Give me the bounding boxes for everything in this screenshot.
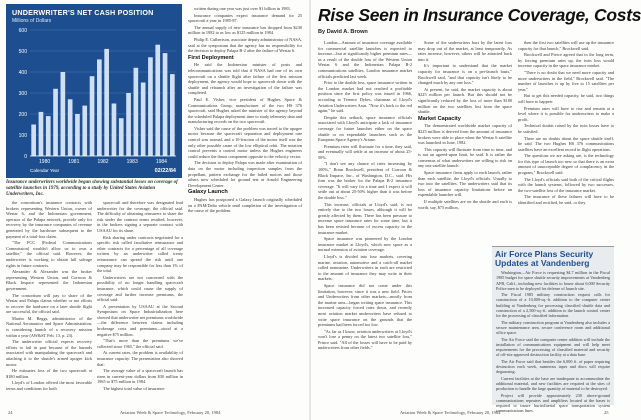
paragraph: Technical doubts raised by the twin losses have to be satisfied. [518, 123, 614, 134]
paragraph: But to get this needed capacity, he said, two things will have to happen: [518, 93, 614, 104]
chart-plot [6, 4, 182, 178]
right-column-2-lower [418, 246, 488, 406]
x-tick-label: 1980 [39, 159, 51, 165]
paragraph: Current facilities at the base are inadequate to accommodate the additional material, and new facilities are required at the sites of production to handle the large quantity of material to be destroyed. [496, 375, 610, 392]
bar [170, 74, 175, 156]
caption-text: Insurance underwriters worldwide began showing substantial losses on coverage of satellite launches in 1979, according to a study by United States Aviation Underwriters, Inc. [6, 180, 178, 197]
paragraph: The highest total value of insurance [103, 386, 165, 391]
left-column-2 [97, 200, 183, 406]
paragraph: The annual supply of new insurance has dropped from $230 million in 1982 to as low as $125 million in 1984. [188, 24, 302, 36]
paragraph: London—Amount of insurance coverage available for commercial satellite launches is expected to increase—but at significantly higher premium rates—as a result of the double loss of the Western Union Westar 6 and the Indonesian Palapa B-2 communications satellites, London insurance market officials predicted last week. [318, 40, 412, 79]
bar [75, 114, 80, 156]
paragraph: "I don't see any chance of rates increasing by 100%," Brian Brockwell, president of Corroon & Black Inspace, Inc., of Washington, D.C., said. His firm was the broker for the Palapa B-2 insurance coverage. "It will vary for a time and I expect it will settle out at about 25-50% higher than it was before the double loss." [318, 161, 412, 201]
paragraph: Lloyd's is divided into four markets, covering marine, aviation, automotive and a catch-all market called nonmarine. Underwriters in each are restricted to the amount of insurance they may write in their markets. [318, 253, 412, 282]
paragraph: The average value of a spacecraft launch has risen in current-year dollars from $30 million in 1965 to $75 million in 1984. [97, 368, 183, 385]
paragraph: Visher said the cause of the problem was traced to the apogee motor because the spacecraft separation and deployment rate control was normal, and a 10-fraction of the motor itself was the only other possible cause of the low elliptical orbit. The notation control prevents a control motor unless the Hughes engineers could reduce the thrust component opposite to the velocity vector. [188, 125, 302, 159]
paragraph: The demonstrated worldwide market capacity of $225 million is derived from the amount of insurance brokers were able to place when the Westar 6 satellite was launched in June, 1982. [418, 123, 512, 146]
paragraph: The decision to deploy Palapa was made after examination of data on the motor including inspection samples from the propellant, pattern exchange for the failed motors and those others now scheduled for ground test at Arnold Engineering Development Center. [188, 160, 302, 188]
bar [61, 72, 66, 156]
bar [155, 45, 160, 156]
bar [31, 125, 36, 157]
paragraph: A presentation by USAAU at the Second Symposium on Space Industrialization here showed that underwriter net premiums worldwide—the difference between claims including brokerage costs and premiums—stood at a negative $75 million. [97, 303, 183, 337]
x-tick-label: 1981 [68, 159, 80, 165]
y-tick-label: 600 [18, 28, 27, 34]
paragraph: At current rates, the problem is availability of insurance capacity. The presentation also showed that: [97, 350, 183, 367]
paragraph: The Air Force said the computer center addition will include the installation of communications equipment and will help meet requirements for the processing of classified material and security of off-site approved destruction facility at a data base. [496, 336, 610, 358]
bar [148, 57, 153, 156]
bar [97, 59, 102, 156]
paragraph: Insurance companies expect insurance demand for 25 spacecraft a year in 1985-87. [188, 12, 302, 24]
bar [112, 104, 117, 157]
paragraph: Paul E. Visher, vice president of Hughes Space & Communications Group, manufacturer of the two HS 376 spacecraft, said Hughes asked the minister of the agency beyond the scheduled Palapa deployment time to study telemetry data and manufacturing records on the two spacecraft. [188, 96, 302, 125]
x-tick-label: 1982 [97, 159, 109, 165]
paragraph: He said the Indonesian minister of posts and telecommunications was told that if NASA had one of its own spacecraft on a shuttle flight after failure of the first mission deployment, the agency would hope to spacecraft down with the shuttle and relaunch after an investigation of the failure was completed. [188, 62, 302, 96]
paragraph: The Air Force said that besides the 6,000 ft. of paper requiring destruction each week, numerous tapes and discs will require degaussing. [496, 358, 610, 375]
paragraph: The questions we are asking are, is the technology for this type of launch too new so that there is an extra amount of unacceptable degree of complacency in the program," Brockwell said. [518, 153, 614, 176]
paragraph: The insurance of these failures will have to be identified and rectified, he said, or they [518, 194, 614, 206]
x-tick-label: 1984 [155, 159, 167, 165]
bar [141, 83, 146, 157]
bar [82, 106, 87, 156]
paragraph: "There is no doubt that we need more capacity and more underwriters in the field," Brockwell said. "The number of launches is up by five to 15 satellites per year." [518, 69, 614, 92]
y-tick-label: 0 [24, 154, 27, 160]
bar [104, 49, 109, 156]
page-gutter [309, 0, 311, 420]
paragraph: Space insurance firms apply to each launch, rather than each satellite, the Lloyd's officials. Usually to two into the satellites. The underwriters said that its loss of insurance capacity limitations before an expendable launcher will. [418, 170, 512, 198]
article-headline: Rise Seen in Insurance Coverage, Costs [318, 5, 641, 25]
right-column-3 [518, 40, 614, 240]
paragraph: Project will provide approximately 230 above-ground communications repeaters and amplifiers located at the bases is required to insure buried/aerial space transportation system communications lines. [496, 392, 610, 414]
paragraph: Philip E. Culbertson, associate deputy administrator of NASA, said at the symposium that the agency has no responsibility for the decision to deploy Palapa B-2 after the failure of Westar 6. [188, 36, 302, 54]
paragraph: "As far as I know, aviation underwriters at Lloyd's won't lose a penny on the latest two satellite loss," Prince said. "All of the losses will have to be paid by underwriters from other fields." [318, 328, 412, 351]
paragraph: then the first two satellites will use up the insurance capacity for that launch," Brockwell said. [518, 40, 614, 51]
paragraph: This capacity will fluctuate from time to time, and is not an agreed-upon limit, he said. It is rather the consensus of what underwriters are willing to risk on any one satellite launch. [418, 146, 512, 169]
bar [46, 116, 51, 156]
paragraph: "The FCC [Federal Communications Commission] wouldn't allow us to own a satellite," the official said. However, the underwriter is working to obtain full salvage rights in future contracts. [6, 240, 92, 268]
paragraph: Space insurance did not come under this limitation, however, since it was a new field. Prices and Underwriters from other markets—mostly from the marine area—began writing space insurance. This increased capacity forced rates down, and recently most aviation market underwriters have refused to write space insurance on the grounds that the premiums had been forced too low. [318, 282, 412, 328]
chart-subtitle: Millions of Dollars [12, 18, 52, 24]
right-column-1 [318, 40, 412, 406]
paragraph: The underwriter official expects recovery efforts to fail in part because of the hazards associated with manipulating the spacecraft and attaching it to the shuttle's armed apogee kick motor. [6, 339, 92, 367]
bar [163, 53, 168, 156]
paragraph: "That's more than the premiums we've collected since 1965," the official said. [97, 338, 183, 349]
paragraph: Premium rates will have to rise and remain at a level where it is possible for underwriters to make a profit. [518, 105, 614, 122]
paragraph: spacecraft and therefore was designated lead underwriter for the coverage, the official said. The difficulty of obtaining reinsurers to share the risk under the contract terms resulted, however, in the brokers signing a separate contract with USAAU for its share. [97, 200, 183, 233]
paragraph: the consortium's insurance contracts with brokers representing Western Union, owner of Westar 6, and the Indonesian government, operator of the Palapa network, provide only for recovery by the insurance companies of revenue generated by the hardware subsequent to the payment of a total-loss claim. [6, 200, 92, 239]
paragraph: The Lloyd's officials said both of the critical flights with the launch systems, followed by two successes, the two-satellite loss of the insurance market. [518, 176, 614, 193]
paragraph: The Fiscal 1985 military construction request calls for construction of a 10,000-sq.-ft. addition to the computer center building at Vandenberg for processing classified shuttle data and construction of a 2,500-sq.-ft. addition to the launch control center for the processing of classified information. [496, 292, 610, 319]
section-heading: First Deployment [188, 54, 234, 61]
footer-right: Aviation Week & Space Technology, February 20, 1984 [400, 410, 501, 415]
paragraph: Some of the underwriters hurt by the latest loss may drop out of the market, at least temporarily. As rates increase, however, others will be attracted back into it. [418, 40, 512, 62]
sidebar-box [492, 246, 614, 414]
bar [68, 99, 73, 156]
folio-right: 25 [604, 410, 609, 415]
bar [134, 68, 139, 156]
paragraph: Despite this setback, space insurance officials associated with Lloyd's anticipate a lack of insurance coverage for future launches either on the space shuttle or on expendable launchers such as the European Space Agency's Ariane. [318, 114, 412, 143]
paragraph: Risk sharing under contracts negotiated for a specific risk called facultative reinsurance and other contracts for a percentage of all coverage written by an underwriter called treaty reinsurance can spread the risk until one company may be responsible for less than 1% of the total. [97, 234, 183, 274]
y-tick-label: 500 [18, 49, 27, 55]
paragraph: There are no doubts about the space shuttle itself, he said. The two Hughes HS 376 communications satellites have an excellent record in flight operations. [518, 135, 614, 152]
section-heading: Galaxy Launch [188, 189, 228, 196]
right-column-2 [418, 40, 512, 240]
paragraph: The military construction program at Vandenberg also includes a secure maintenance area, secure conference room and additional office space. [496, 319, 610, 336]
chart-stamp: 02/22/84 [154, 168, 176, 174]
y-tick-label: 400 [18, 70, 27, 76]
paragraph: written during one year was just over $1 billion in 1983. [194, 6, 291, 11]
bar [53, 89, 58, 156]
paragraph: Premium rates will fluctuate for a time, they said, and eventually will settle at an increase of about 25-50%. [318, 143, 412, 160]
paragraph: The consortium will pay to share of the Westar and Palapa claims whether or not efforts to recover the hardware on a later shuttle flight are successful, the official said. [6, 292, 92, 315]
paragraph: Lloyd's of London offered the most favorable terms and conditions for both [6, 380, 92, 391]
chart-caption [6, 180, 182, 198]
left-column-3 [188, 6, 302, 406]
paragraph: Underwriters are not concerned with the possibility of no longer handling spacecraft insurance, which could cause the supply of coverage and further increase premiums, the official said. [97, 274, 183, 303]
bar [90, 76, 95, 156]
left-column-1 [6, 200, 92, 406]
paragraph: It's important to understand that the market capacity for insurance is on a per-launch basis," Brockwell said, "and that capacity isn't likely to be changed much by any one loss." [418, 63, 512, 86]
paragraph: Brockwell and Pierce agreed that in the long term, by forcing premium rates up, the twin loss would increase capacity in the space insurance market. [518, 52, 614, 69]
paragraph: Prior to the double loss, space insurance written in the London market had not reached a profitable position since the first policy was issued in 1966, according to Terence Dykes, chairman of Lloyd's Aviation Underwriters Assn. "Now it's back to the red again," he said. [318, 80, 412, 114]
bar [119, 118, 124, 156]
x-tick-label: 1983 [126, 159, 138, 165]
paragraph: He estimates loss of the two spacecraft at $180 million. [6, 368, 92, 379]
y-tick-label: 300 [18, 91, 27, 97]
paragraph: At present, he said, the market capacity is about $225 million per launch. But this should not be significantly reduced by the loss of more than $180 million on the two satellites lost from the space shuttle. [418, 86, 512, 115]
sidebar-headline: Air Force Plans Security Updates at Vandenberg [495, 249, 594, 268]
sidebar-body [496, 270, 610, 414]
footer-left: Aviation Week & Space Technology, February 20, 1984 [120, 410, 221, 415]
y-tick-label: 200 [18, 112, 27, 118]
chart-stamp-label: Calendar Year [30, 168, 60, 173]
chart-title: UNDERWRITER'S NET CASH POSITION [12, 8, 154, 17]
paragraph: Washington—Air Force is requesting $4.7 million in the Fiscal 1985 budget for space shuttle security improvements at Vandenberg AFB, Calif., including new facilities to house about 6,000 Security Police men to be deployed for defense of launch site. [496, 270, 610, 291]
paragraph: Space insurance was pioneered by the London insurance market at Lloyd's, which now space as a normal extension of aviation coverage. [318, 236, 412, 253]
article-byline: By David A. Brown [318, 29, 368, 35]
y-tick-label: 100 [18, 133, 27, 139]
section-heading: Market Capacity [418, 115, 461, 122]
paragraph: If multiple satellites are on the shuttle and each is worth, say, $75 million, [418, 199, 512, 210]
bar [39, 112, 44, 156]
paragraph: Hughes has postponed a Galaxy launch originally scheduled on a PAM/Delta vehicle until completion of the investigation of the cause of the problem. [188, 197, 302, 214]
paragraph: This increase, officials at Lloyd's said, is not entirely due to the two losses, although it will be greatly affected by them. There has been pressure to increase space insurance rates for some time, but it has been resisted because of excess capacity in the insurance market. [318, 201, 412, 235]
folio-left: 24 [8, 410, 13, 415]
paragraph: Alexander & Alexander was the broker representing Western Union, and Corroon & Black Inspace represented the Indonesian government. [6, 269, 92, 291]
paragraph: Martin M. Beggs, administrator of the National Aeronautics and Space Administration, is considering launch of a recovery mission within a year (AW&ST Feb. 13, p. 23). [6, 315, 92, 338]
bar [126, 93, 131, 156]
cash-position-chart [6, 4, 182, 178]
